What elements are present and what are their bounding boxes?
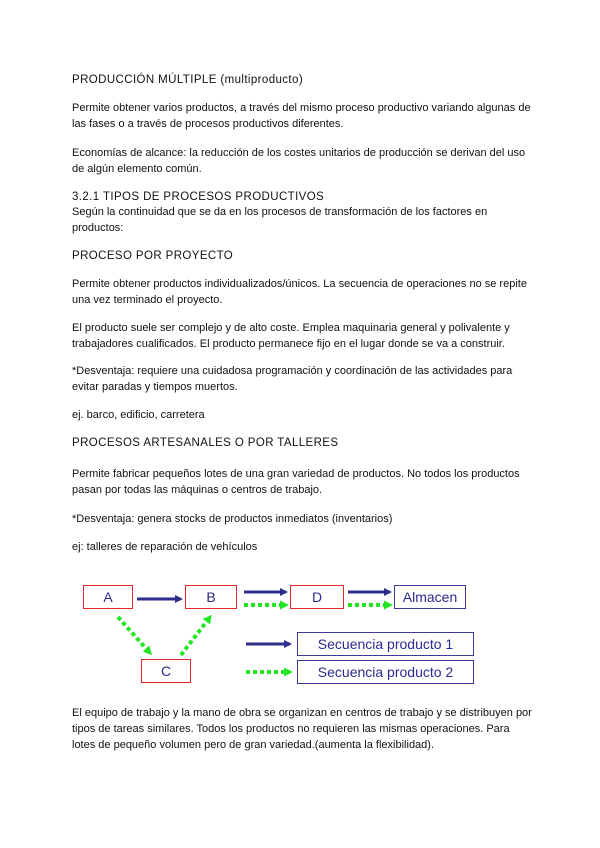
paragraph-continuidad: Según la continuidad que se da en los procesos de transformación de los factores en productos: bbox=[72, 206, 488, 234]
heading-procesos-talleres: PROCESOS ARTESANALES O POR TALLERES bbox=[72, 437, 339, 449]
paragraph-proyecto-desventaja: *Desventaja: requiere una cuidadosa programación y coordinación de las actividades para evitar paradas y tiempos muertos. bbox=[72, 365, 513, 393]
node-c: C bbox=[141, 659, 191, 683]
heading-tipos-procesos: 3.2.1 TIPOS DE PROCESOS PRODUCTIVOS bbox=[72, 191, 325, 203]
paragraph-proyecto-1: Permite obtener productos individualizados/únicos. La secuencia de operaciones no se repite una vez terminado el proyecto. bbox=[72, 278, 527, 306]
node-d: D bbox=[290, 585, 344, 609]
paragraph-talleres-1: Permite fabricar pequeños lotes de una gran variedad de productos. No todos los productos pasan por todas las máquinas o centros de trabajo. bbox=[72, 468, 520, 496]
process-flow-diagram bbox=[0, 575, 600, 690]
arrow-c-to-b-dotted bbox=[181, 617, 210, 655]
paragraph-multiproducto-1: Permite obtener varios productos, a través del mismo proceso productivo variando algunas de las fases o a través de procesos productivos diferentes. bbox=[72, 102, 531, 130]
node-b: B bbox=[185, 585, 237, 609]
paragraph-talleres-ejemplo: ej: talleres de reparación de vehículos bbox=[72, 541, 258, 553]
paragraph-proyecto-ejemplo: ej. barco, edificio, carretera bbox=[72, 409, 205, 421]
paragraph-final: El equipo de trabajo y la mano de obra se organizan en centros de trabajo y se distribuyen por tipos de tareas similares. Todos los productos no requieren las mismas operaciones. Para lotes de pequeño volumen pero de gran variedad.(aumenta la flexibilidad). bbox=[72, 707, 532, 751]
paragraph-proyecto-2: El producto suele ser complejo y de alto coste. Emplea maquinaria general y polivalente y trabajadores cualificados. El producto permanece fijo en el lugar donde se va a construir. bbox=[72, 322, 510, 350]
legend-secuencia-producto-1: Secuencia producto 1 bbox=[297, 632, 474, 656]
legend-secuencia-producto-2: Secuencia producto 2 bbox=[297, 660, 474, 684]
node-a: A bbox=[83, 585, 133, 609]
node-almacen: Almacen bbox=[394, 585, 466, 609]
paragraph-talleres-desventaja: *Desventaja: genera stocks de productos inmediatos (inventarios) bbox=[72, 513, 393, 525]
heading-produccion-multiple: PRODUCCIÓN MÚLTIPLE (multiproducto) bbox=[72, 74, 304, 86]
arrow-a-to-c-dotted bbox=[118, 617, 150, 653]
paragraph-economias-alcance: Economías de alcance: la reducción de los costes unitarios de producción se derivan del uso de algún elemento común. bbox=[72, 147, 526, 175]
heading-proceso-proyecto: PROCESO POR PROYECTO bbox=[72, 250, 234, 262]
